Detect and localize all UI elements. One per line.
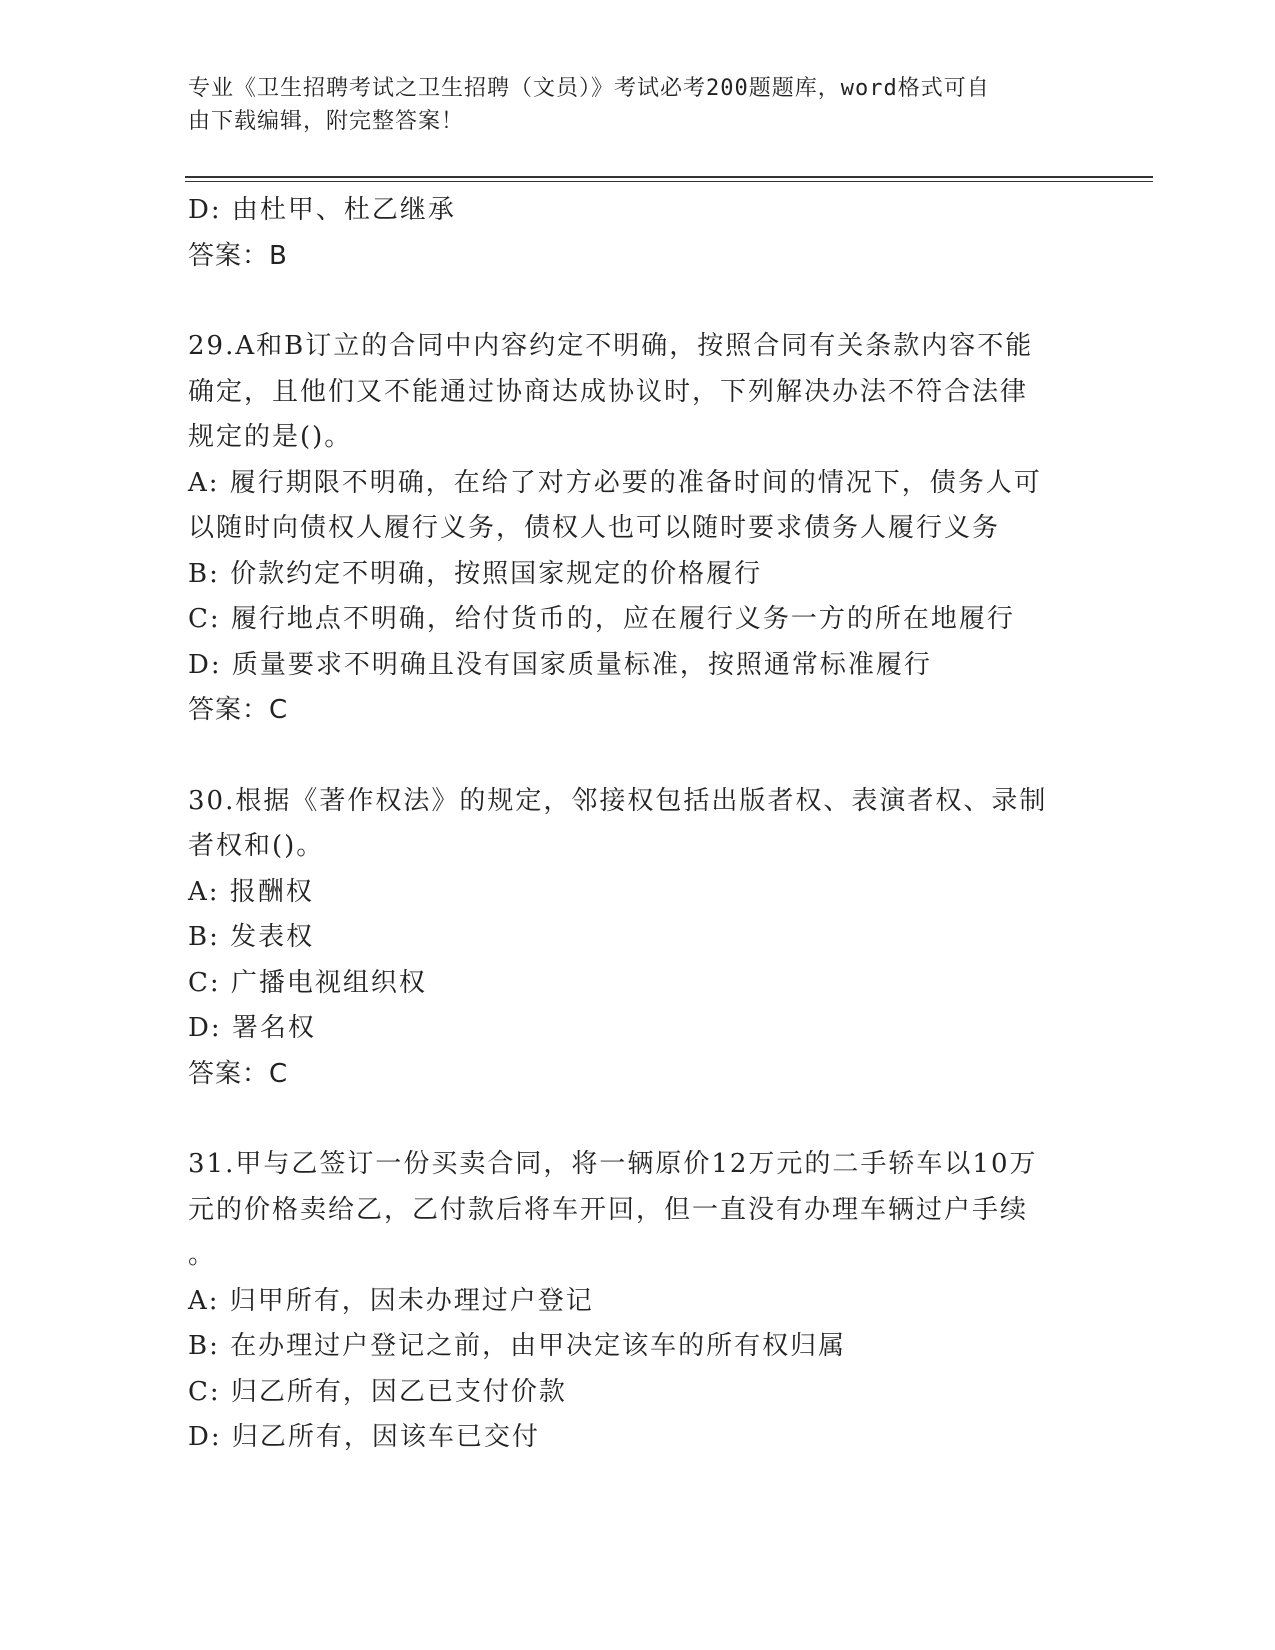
option-c: C: 广播电视组织权 bbox=[188, 967, 427, 998]
option-a: 以随时向债权人履行义务，债权人也可以随时要求债务人履行义务 bbox=[188, 513, 1001, 543]
option-d: D: 归乙所有，因该车已交付 bbox=[188, 1422, 540, 1452]
header-line-1: 专业《卫生招聘考试之卫生招聘（文员）》考试必考200题题库，word格式可自 bbox=[188, 76, 990, 101]
question-30 bbox=[188, 779, 1088, 1098]
answer: 答案：C bbox=[188, 695, 289, 725]
question-stem: 元的价格卖给乙，乙付款后将车开回，但一直没有办理车辆过户手续 bbox=[188, 1194, 1029, 1225]
option-b: B: 价款约定不明确，按照国家规定的价格履行 bbox=[188, 558, 763, 589]
document-body bbox=[188, 188, 1088, 1461]
spacer bbox=[188, 279, 1088, 324]
question-29 bbox=[188, 324, 1088, 734]
option-d: D: 署名权 bbox=[188, 1013, 316, 1043]
option-c: C: 履行地点不明确，给付货币的，应在履行义务一方的所在地履行 bbox=[188, 604, 1015, 634]
spacer bbox=[188, 734, 1088, 779]
question-stem: 31.甲与乙签订一份买卖合同，将一辆原价12万元的二手轿车以10万 bbox=[188, 1149, 1038, 1179]
question-stem: 。 bbox=[188, 1240, 217, 1270]
spacer bbox=[188, 1097, 1088, 1142]
question-stem: 30.根据《著作权法》的规定，邻接权包括出版者权、表演者权、录制 bbox=[188, 785, 1048, 816]
option-b: B: 发表权 bbox=[188, 922, 315, 952]
question-31 bbox=[188, 1142, 1088, 1461]
header-divider bbox=[185, 176, 1153, 182]
option-c: C: 归乙所有，因乙已支付价款 bbox=[188, 1376, 567, 1407]
question-stem: 确定，且他们又不能通过协商达成协议时，下列解决办法不符合法律 bbox=[188, 376, 1029, 407]
option-d: D: 由杜甲、杜乙继承 bbox=[188, 195, 456, 225]
option-a: A: 履行期限不明确，在给了对方必要的准备时间的情况下，债务人可 bbox=[188, 467, 1042, 498]
answer: 答案：C bbox=[188, 1058, 289, 1089]
previous-question-tail bbox=[188, 188, 1088, 279]
option-d: D: 质量要求不明确且没有国家质量标准，按照通常标准履行 bbox=[188, 649, 932, 680]
question-stem: 者权和()。 bbox=[188, 831, 325, 861]
question-stem: 规定的是()。 bbox=[188, 422, 353, 452]
answer: 答案：B bbox=[188, 240, 288, 271]
option-a: A: 报酬权 bbox=[188, 876, 314, 907]
question-stem: 29.A和B订立的合同中内容约定不明确，按照合同有关条款内容不能 bbox=[188, 331, 1034, 361]
option-a: A: 归甲所有，因未办理过户登记 bbox=[188, 1285, 594, 1316]
page-header bbox=[188, 72, 1068, 138]
header-line-2: 由下载编辑，附完整答案！ bbox=[188, 109, 465, 134]
option-b: B: 在办理过户登记之前，由甲决定该车的所有权归属 bbox=[188, 1331, 847, 1361]
